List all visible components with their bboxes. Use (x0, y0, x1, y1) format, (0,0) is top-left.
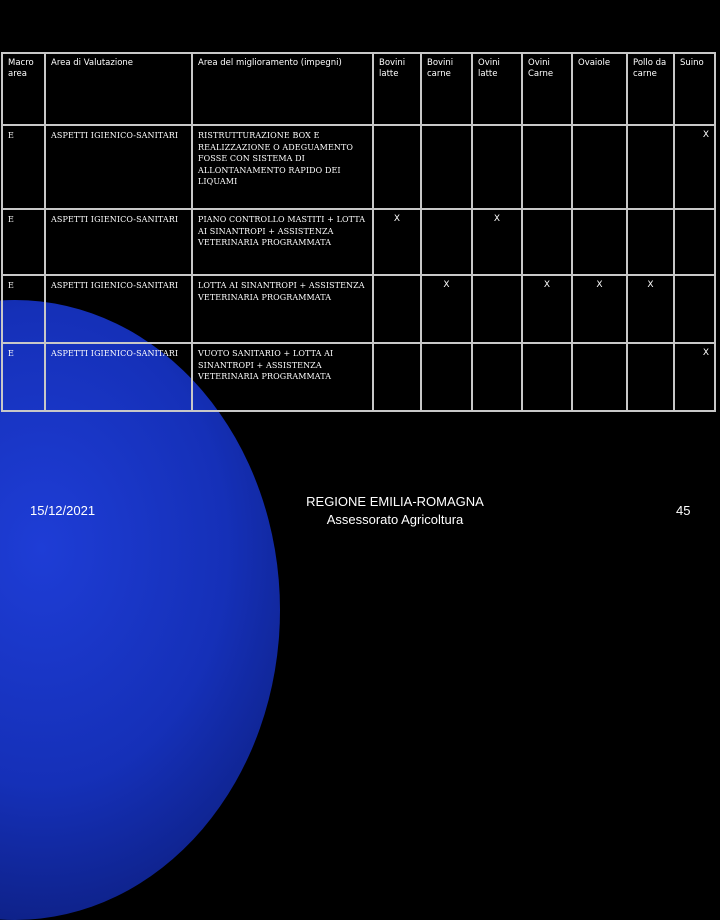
area-cell: ASPETTI IGIENICO-SANITARI (45, 209, 192, 275)
footer-org-line1: REGIONE EMILIA-ROMAGNA (306, 494, 484, 509)
footer-organization (260, 493, 530, 529)
area-cell: ASPETTI IGIENICO-SANITARI (45, 343, 192, 411)
header-area-valutazione: Area di Valutazione (45, 53, 192, 125)
macro-cell: E (2, 343, 45, 411)
header-row (2, 53, 715, 125)
area-cell: ASPETTI IGIENICO-SANITARI (45, 275, 192, 343)
table-row (2, 209, 715, 275)
mark-ovaiole (572, 125, 627, 209)
header-bovini-carne: Bovini carne (421, 53, 472, 125)
mark-ovaiole (572, 209, 627, 275)
evaluation-table (1, 52, 716, 412)
mark-bovini-carne (421, 343, 472, 411)
mark-suino: X (674, 343, 715, 411)
mark-ovini-latte: X (472, 209, 522, 275)
mark-bovini-latte (373, 343, 421, 411)
impegni-cell: LOTTA AI SINANTROPI + ASSISTENZA VETERINARIA PROGRAMMATA (192, 275, 373, 343)
header-bovini-latte: Bovini latte (373, 53, 421, 125)
mark-suino: X (674, 125, 715, 209)
mark-bovini-carne: X (421, 275, 472, 343)
mark-bovini-latte (373, 125, 421, 209)
header-suino: Suino (674, 53, 715, 125)
footer-date: 15/12/2021 (30, 503, 96, 518)
page-number: 45 (676, 503, 691, 518)
impegni-cell: RISTRUTTURAZIONE BOX E REALIZZAZIONE O ADEGUAMENTO FOSSE CON SISTEMA DI ALLONTANAMENTO RAPIDO DEI LIQUAMI (192, 125, 373, 209)
table-row (2, 275, 715, 343)
mark-ovini-carne: X (522, 275, 572, 343)
table-row (2, 125, 715, 209)
impegni-cell: PIANO CONTROLLO MASTITI + LOTTA AI SINANTROPI + ASSISTENZA VETERINARIA PROGRAMMATA (192, 209, 373, 275)
area-cell: ASPETTI IGIENICO-SANITARI (45, 125, 192, 209)
macro-cell: E (2, 275, 45, 343)
header-ovaiole: Ovaiole (572, 53, 627, 125)
table-row (2, 343, 715, 411)
mark-bovini-latte: X (373, 209, 421, 275)
mark-bovini-carne (421, 209, 472, 275)
mark-ovini-latte (472, 343, 522, 411)
header-macro-area: Macro area (2, 53, 45, 125)
mark-pollo-da-carne (627, 343, 674, 411)
header-ovini-carne: Ovini Carne (522, 53, 572, 125)
mark-pollo-da-carne: X (627, 275, 674, 343)
mark-ovaiole (572, 343, 627, 411)
mark-pollo-da-carne (627, 209, 674, 275)
mark-bovini-latte (373, 275, 421, 343)
header-area-miglioramento: Area del miglioramento (impegni) (192, 53, 373, 125)
mark-bovini-carne (421, 125, 472, 209)
mark-ovini-carne (522, 343, 572, 411)
mark-ovini-carne (522, 125, 572, 209)
mark-ovaiole: X (572, 275, 627, 343)
mark-suino (674, 275, 715, 343)
macro-cell: E (2, 125, 45, 209)
header-pollo-da-carne: Pollo da carne (627, 53, 674, 125)
mark-ovini-carne (522, 209, 572, 275)
impegni-cell: VUOTO SANITARIO + LOTTA AI SINANTROPI + ASSISTENZA VETERINARIA PROGRAMMATA (192, 343, 373, 411)
footer-org-line2: Assessorato Agricoltura (326, 512, 464, 527)
mark-pollo-da-carne (627, 125, 674, 209)
mark-ovini-latte (472, 125, 522, 209)
macro-cell: E (2, 209, 45, 275)
mark-ovini-latte (472, 275, 522, 343)
header-ovini-latte: Ovini latte (472, 53, 522, 125)
mark-suino (674, 209, 715, 275)
